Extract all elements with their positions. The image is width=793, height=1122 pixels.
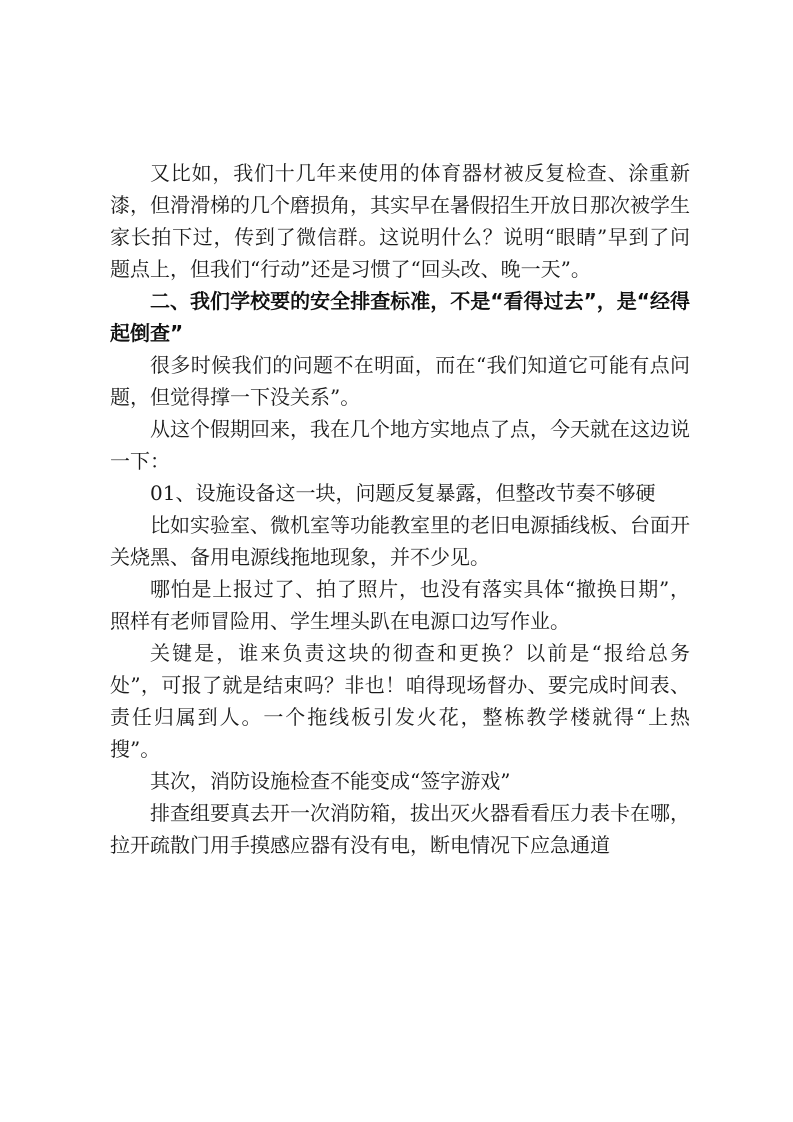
document-body xyxy=(110,157,690,861)
paragraph-9: 排查组要真去开一次消防箱，拔出灭火器看看压力表卡在哪，拉开疏散门用手摸感应器有没有电，断电情况下应急通道 xyxy=(110,801,690,857)
paragraph-7: 关键是，谁来负责这块的彻查和更换？以前是“报给总务处”，可报了就是结束吗？非也！咱得现场督办、要完成时间表、责任归属到人。一个拖线板引发火花，整栋教学楼就得“上热搜”。 xyxy=(110,641,690,761)
paragraph-1: 又比如，我们十几年来使用的体育器材被反复检查、涂重新漆，但滑滑梯的几个磨损角，其实早在暑假招生开放日那次被学生家长拍下过，传到了微信群。这说明什么？说明“眼睛”早到了问题点上，但我们“行动”还是习惯了“回头改、晚一天”。 xyxy=(110,161,690,281)
paragraph-8: 其次，消防设施检查不能变成“签字游戏” xyxy=(150,769,511,793)
paragraph-2: 很多时候我们的问题不在明面，而在“我们知道它可能有点问题，但觉得撑一下没关系”。 xyxy=(110,353,690,409)
section-heading: 二、我们学校要的安全排查标准，不是“看得过去”，是“经得起倒查” xyxy=(110,289,690,345)
paragraph-3: 从这个假期回来，我在几个地方实地点了点，今天就在这边说一下： xyxy=(110,417,690,473)
paragraph-5: 比如实验室、微机室等功能教室里的老旧电源插线板、台面开关烧黑、备用电源线拖地现象，并不少见。 xyxy=(110,513,690,569)
paragraph-6: 哪怕是上报过了、拍了照片，也没有落实具体“撤换日期”，照样有老师冒险用、学生埋头趴在电源口边写作业。 xyxy=(110,577,690,633)
paragraph-4: 01、设施设备这一块，问题反复暴露，但整改节奏不够硬 xyxy=(150,481,656,505)
